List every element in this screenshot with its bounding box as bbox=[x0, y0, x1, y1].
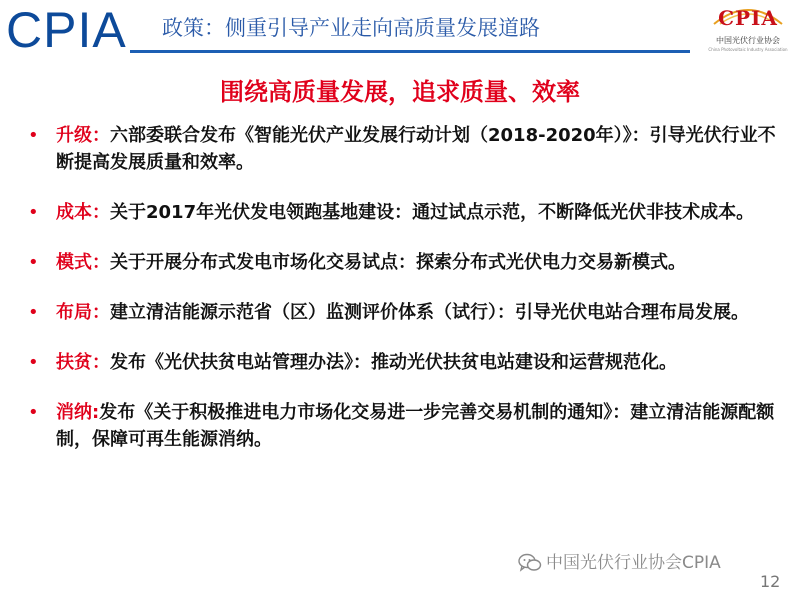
bullet: • bbox=[28, 402, 39, 423]
list-item-text bbox=[56, 299, 778, 326]
list-item-label: 布局： bbox=[56, 302, 110, 323]
brand-name-en: China Photovoltaic Industry Association bbox=[708, 47, 788, 52]
bullet: • bbox=[28, 352, 39, 373]
list-item-text bbox=[56, 399, 778, 453]
list-item bbox=[28, 399, 778, 453]
slide-header bbox=[0, 0, 800, 60]
cpia-logo: CPIA bbox=[6, 2, 127, 58]
page-number: 12 bbox=[760, 572, 781, 591]
bullet: • bbox=[28, 202, 39, 223]
list-item-text bbox=[56, 199, 778, 226]
list-item-label: 模式： bbox=[56, 252, 110, 273]
list-item-body: 发布《关于积极推进电力市场化交易进一步完善交易机制的通知》：建立清洁能源配额制，保障可再生能源消纳。 bbox=[56, 402, 775, 450]
list-item-label: 扶贫： bbox=[56, 352, 110, 373]
list-item-label: 消纳: bbox=[56, 402, 100, 423]
watermark: 中国光伏行业协会CPIA bbox=[546, 553, 721, 573]
bullet: • bbox=[28, 302, 39, 323]
list-item-body: 关于开展分布式发电市场化交易试点：探索分布式光伏电力交易新模式。 bbox=[110, 252, 686, 273]
list-item bbox=[28, 349, 778, 376]
brand-name: CPIA bbox=[718, 6, 778, 30]
slide-subtitle: 围绕高质量发展，追求质量、效率 bbox=[220, 78, 580, 106]
list-item-text bbox=[56, 249, 778, 276]
header-divider bbox=[130, 50, 690, 53]
policy-list bbox=[28, 122, 778, 476]
brand-name-cn: 中国光伏行业协会 bbox=[716, 36, 780, 45]
list-item bbox=[28, 249, 778, 276]
wechat-icon bbox=[518, 553, 542, 573]
list-item-label: 成本： bbox=[56, 202, 110, 223]
bullet: • bbox=[28, 252, 39, 273]
list-item-label: 升级： bbox=[56, 125, 110, 146]
list-item-body: 关于2017年光伏发电领跑基地建设：通过试点示范，不断降低光伏非技术成本。 bbox=[110, 202, 755, 223]
list-item-body: 发布《光伏扶贫电站管理办法》：推动光伏扶贫电站建设和运营规范化。 bbox=[110, 352, 677, 373]
bullet: • bbox=[28, 125, 39, 146]
list-item-text bbox=[56, 122, 778, 176]
list-item bbox=[28, 122, 778, 176]
slide-title: 政策：侧重引导产业走向高质量发展道路 bbox=[162, 16, 540, 40]
list-item-body: 六部委联合发布《智能光伏产业发展行动计划（2018-2020年）》：引导光伏行业不断提高发展质量和效率。 bbox=[56, 125, 776, 173]
list-item bbox=[28, 299, 778, 326]
cpia-brand-logo bbox=[700, 2, 796, 58]
list-item-text bbox=[56, 349, 778, 376]
list-item-body: 建立清洁能源示范省（区）监测评价体系（试行）：引导光伏电站合理布局发展。 bbox=[110, 302, 749, 323]
list-item bbox=[28, 199, 778, 226]
